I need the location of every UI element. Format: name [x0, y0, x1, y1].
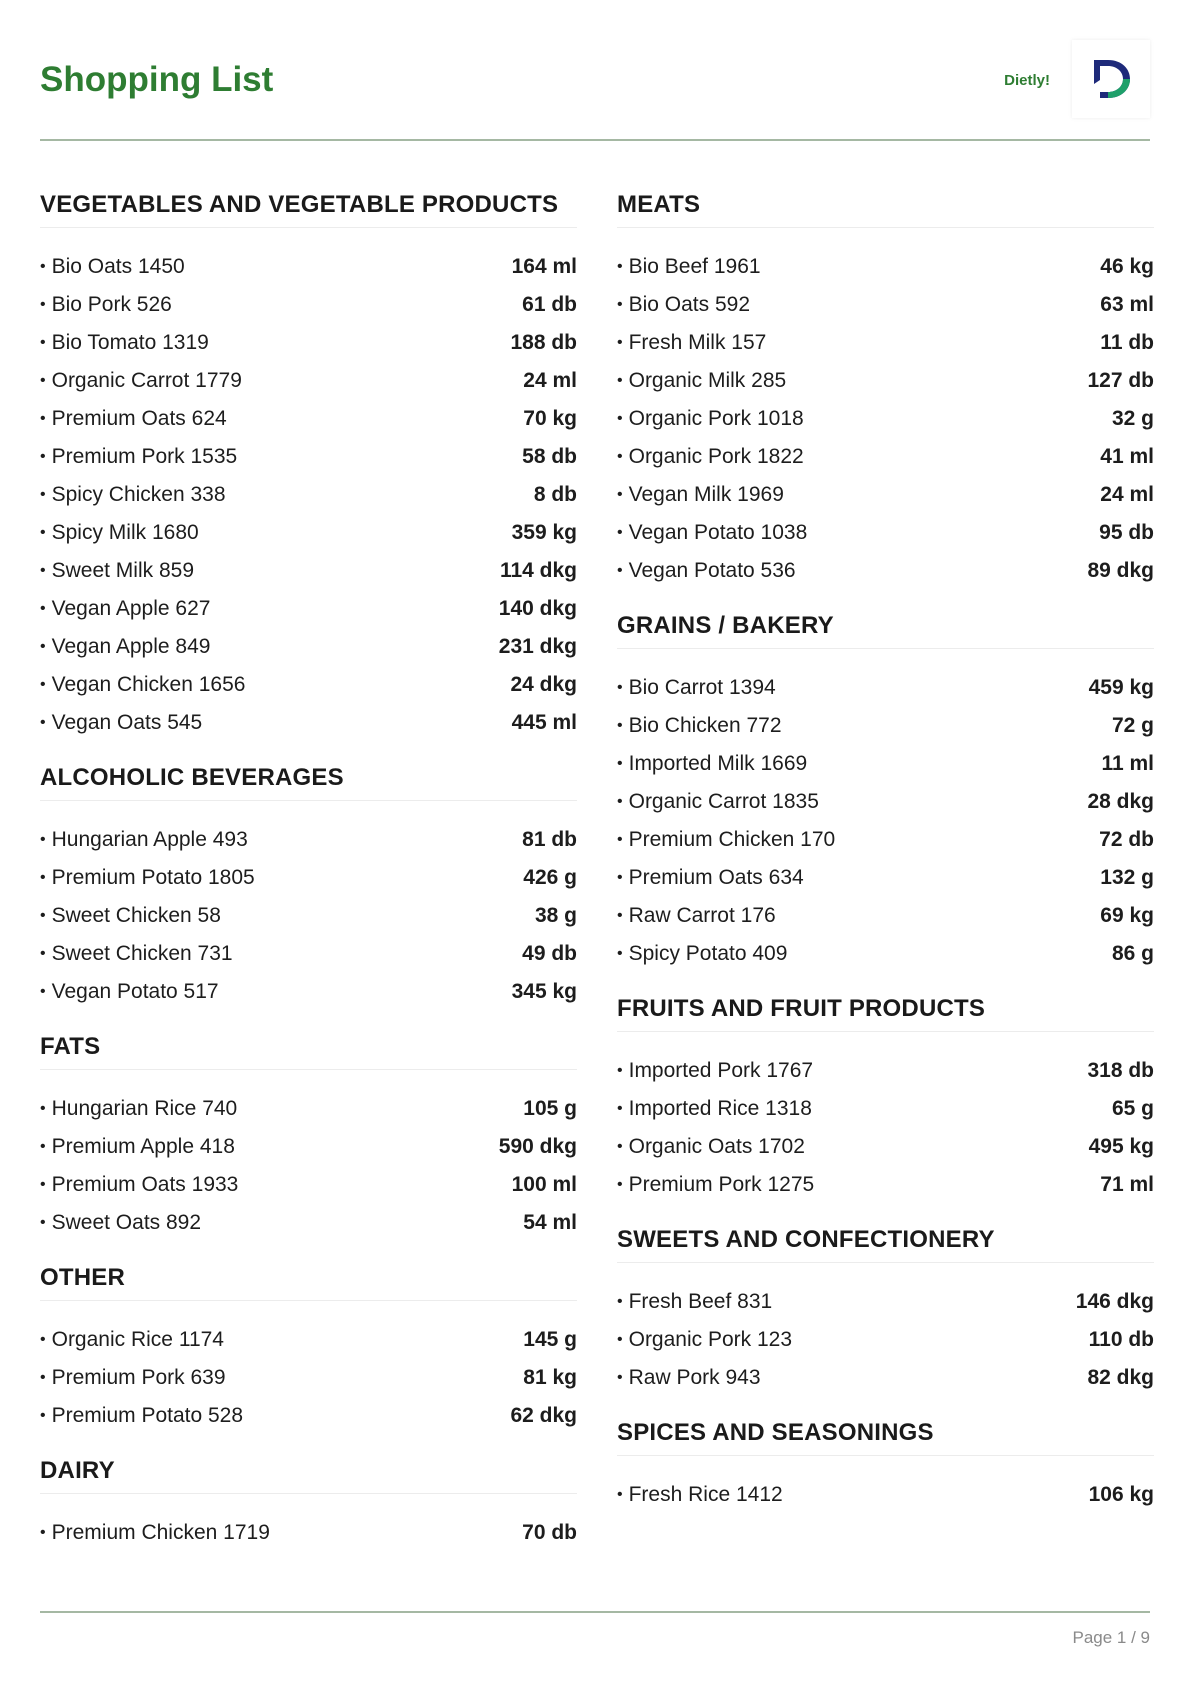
category-section — [617, 987, 1154, 1204]
list-item — [40, 821, 577, 859]
item-name: • Organic Oats 1702 — [617, 1128, 805, 1166]
item-name: • Raw Pork 943 — [617, 1359, 761, 1397]
brand-name: Dietly! — [1004, 72, 1050, 89]
item-name: • Premium Chicken 1719 — [40, 1514, 270, 1552]
list-item — [617, 1476, 1154, 1514]
item-quantity: 445 ml — [511, 711, 577, 734]
item-name: • Bio Beef 1961 — [617, 248, 761, 286]
page-header — [40, 40, 1150, 140]
item-name: • Premium Apple 418 — [40, 1128, 235, 1166]
category-section — [617, 1218, 1154, 1397]
item-name: • Organic Milk 285 — [617, 362, 786, 400]
item-quantity: 110 db — [1088, 1328, 1154, 1351]
item-quantity: 105 g — [523, 1097, 577, 1120]
item-quantity: 32 g — [1111, 407, 1154, 430]
list-item — [40, 897, 577, 935]
list-item — [40, 973, 577, 1011]
list-item — [617, 1128, 1154, 1166]
list-item — [617, 476, 1154, 514]
list-item — [40, 1090, 577, 1128]
item-name: • Vegan Apple 627 — [40, 590, 210, 628]
list-item — [40, 362, 577, 400]
item-quantity: 49 db — [522, 942, 577, 965]
item-name: • Premium Pork 639 — [40, 1359, 226, 1397]
item-quantity: 188 db — [510, 331, 577, 354]
category-title: MEATS — [617, 183, 1154, 228]
left-column — [40, 183, 577, 1552]
list-item — [617, 821, 1154, 859]
category-title: FATS — [40, 1025, 577, 1070]
item-quantity: 65 g — [1111, 1097, 1154, 1120]
item-quantity: 61 db — [522, 293, 577, 316]
list-item — [40, 438, 577, 476]
list-item — [40, 1321, 577, 1359]
category-title: OTHER — [40, 1256, 577, 1301]
category-title: GRAINS / BAKERY — [617, 604, 1154, 649]
list-item — [40, 286, 577, 324]
item-name: • Sweet Oats 892 — [40, 1204, 201, 1242]
list-item — [40, 1359, 577, 1397]
category-title: SPICES AND SEASONINGS — [617, 1411, 1154, 1456]
list-item — [40, 324, 577, 362]
item-quantity: 69 kg — [1100, 904, 1154, 927]
item-name: • Vegan Potato 517 — [40, 973, 219, 1011]
item-name: • Fresh Rice 1412 — [617, 1476, 783, 1514]
item-name: • Spicy Potato 409 — [617, 935, 787, 973]
item-quantity: 140 dkg — [498, 597, 577, 620]
item-quantity: 132 g — [1100, 866, 1154, 889]
item-name: • Imported Rice 1318 — [617, 1090, 812, 1128]
list-item — [617, 707, 1154, 745]
item-quantity: 11 ml — [1101, 752, 1154, 775]
item-quantity: 58 db — [522, 445, 577, 468]
category-section — [617, 183, 1154, 590]
item-name: • Bio Tomato 1319 — [40, 324, 209, 362]
item-quantity: 86 g — [1111, 942, 1154, 965]
item-name: • Premium Oats 634 — [617, 859, 804, 897]
item-name: • Spicy Milk 1680 — [40, 514, 199, 552]
item-name: • Vegan Oats 545 — [40, 704, 202, 742]
list-item — [40, 1397, 577, 1435]
list-item — [617, 745, 1154, 783]
list-item — [617, 859, 1154, 897]
item-name: • Bio Oats 1450 — [40, 248, 185, 286]
item-quantity: 72 db — [1099, 828, 1154, 851]
item-name: • Vegan Milk 1969 — [617, 476, 784, 514]
category-section — [40, 756, 577, 1011]
list-item — [617, 324, 1154, 362]
item-name: • Premium Potato 1805 — [40, 859, 255, 897]
item-quantity: 127 db — [1087, 369, 1154, 392]
item-quantity: 106 kg — [1088, 1483, 1154, 1506]
item-quantity: 426 g — [523, 866, 577, 889]
category-section — [40, 1449, 577, 1552]
list-item — [40, 400, 577, 438]
item-quantity: 345 kg — [511, 980, 577, 1003]
item-quantity: 146 dkg — [1075, 1290, 1154, 1313]
list-item — [617, 362, 1154, 400]
list-item — [617, 1359, 1154, 1397]
item-quantity: 72 g — [1111, 714, 1154, 737]
item-name: • Bio Carrot 1394 — [617, 669, 776, 707]
item-name: • Premium Potato 528 — [40, 1397, 243, 1435]
item-name: • Premium Oats 624 — [40, 400, 227, 438]
item-name: • Imported Pork 1767 — [617, 1052, 813, 1090]
item-quantity: 89 dkg — [1087, 559, 1154, 582]
item-quantity: 24 ml — [523, 369, 577, 392]
category-section — [617, 604, 1154, 973]
list-item — [40, 628, 577, 666]
item-quantity: 38 g — [534, 904, 577, 927]
item-name: • Premium Chicken 170 — [617, 821, 835, 859]
item-name: • Raw Carrot 176 — [617, 897, 776, 935]
item-name: • Organic Pork 1018 — [617, 400, 804, 438]
list-item — [617, 514, 1154, 552]
category-section — [40, 1025, 577, 1242]
item-name: • Vegan Potato 1038 — [617, 514, 807, 552]
list-item — [617, 1283, 1154, 1321]
item-quantity: 54 ml — [523, 1211, 577, 1234]
category-title: SWEETS AND CONFECTIONERY — [617, 1218, 1154, 1263]
category-section — [617, 1411, 1154, 1514]
item-name: • Vegan Chicken 1656 — [40, 666, 245, 704]
item-quantity: 81 kg — [523, 1366, 577, 1389]
item-quantity: 100 ml — [511, 1173, 577, 1196]
list-item — [40, 1514, 577, 1552]
item-name: • Bio Chicken 772 — [617, 707, 782, 745]
item-name: • Fresh Milk 157 — [617, 324, 766, 362]
category-title: VEGETABLES AND VEGETABLE PRODUCTS — [40, 183, 577, 228]
list-item — [617, 286, 1154, 324]
page-title: Shopping List — [40, 60, 274, 99]
item-quantity: 231 dkg — [498, 635, 577, 658]
list-item — [40, 666, 577, 704]
category-title: FRUITS AND FRUIT PRODUCTS — [617, 987, 1154, 1032]
item-name: • Organic Carrot 1779 — [40, 362, 242, 400]
right-column — [617, 183, 1154, 1514]
list-item — [617, 248, 1154, 286]
list-item — [40, 476, 577, 514]
item-name: • Bio Oats 592 — [617, 286, 750, 324]
item-quantity: 70 db — [522, 1521, 577, 1544]
item-name: • Imported Milk 1669 — [617, 745, 807, 783]
item-quantity: 590 dkg — [498, 1135, 577, 1158]
item-quantity: 114 dkg — [499, 559, 577, 582]
item-quantity: 95 db — [1099, 521, 1154, 544]
item-name: • Sweet Chicken 58 — [40, 897, 221, 935]
item-name: • Bio Pork 526 — [40, 286, 172, 324]
list-item — [617, 552, 1154, 590]
item-name: • Organic Pork 1822 — [617, 438, 804, 476]
list-item — [40, 935, 577, 973]
list-item — [617, 1166, 1154, 1204]
list-item — [617, 1052, 1154, 1090]
category-title: DAIRY — [40, 1449, 577, 1494]
category-section — [40, 183, 577, 742]
list-item — [40, 1166, 577, 1204]
item-quantity: 46 kg — [1100, 255, 1154, 278]
item-quantity: 28 dkg — [1087, 790, 1154, 813]
list-item — [40, 552, 577, 590]
item-quantity: 459 kg — [1088, 676, 1154, 699]
list-item — [40, 1204, 577, 1242]
list-item — [40, 514, 577, 552]
header-divider — [40, 139, 1150, 141]
list-item — [617, 669, 1154, 707]
item-quantity: 41 ml — [1100, 445, 1154, 468]
list-item — [617, 783, 1154, 821]
item-name: • Fresh Beef 831 — [617, 1283, 772, 1321]
item-name: • Hungarian Rice 740 — [40, 1090, 237, 1128]
item-name: • Sweet Chicken 731 — [40, 935, 233, 973]
list-item — [617, 935, 1154, 973]
item-name: • Premium Pork 1535 — [40, 438, 237, 476]
item-quantity: 495 kg — [1088, 1135, 1154, 1158]
item-quantity: 82 dkg — [1087, 1366, 1154, 1389]
category-section — [40, 1256, 577, 1435]
list-item — [617, 1090, 1154, 1128]
list-item — [617, 400, 1154, 438]
item-name: • Sweet Milk 859 — [40, 552, 194, 590]
list-item — [617, 897, 1154, 935]
item-quantity: 318 db — [1087, 1059, 1154, 1082]
list-item — [40, 590, 577, 628]
item-name: • Organic Pork 123 — [617, 1321, 792, 1359]
item-name: • Hungarian Apple 493 — [40, 821, 248, 859]
item-quantity: 63 ml — [1100, 293, 1154, 316]
list-item — [617, 1321, 1154, 1359]
list-item — [617, 438, 1154, 476]
list-item — [40, 1128, 577, 1166]
list-item — [40, 859, 577, 897]
item-quantity: 62 dkg — [510, 1404, 577, 1427]
footer-divider — [40, 1611, 1150, 1613]
list-item — [40, 248, 577, 286]
item-name: • Spicy Chicken 338 — [40, 476, 226, 514]
item-quantity: 24 ml — [1100, 483, 1154, 506]
item-name: • Organic Carrot 1835 — [617, 783, 819, 821]
item-name: • Premium Oats 1933 — [40, 1166, 238, 1204]
category-title: ALCOHOLIC BEVERAGES — [40, 756, 577, 801]
list-item — [40, 704, 577, 742]
item-quantity: 164 ml — [511, 255, 577, 278]
item-quantity: 145 g — [523, 1328, 577, 1351]
item-quantity: 11 db — [1100, 331, 1154, 354]
dietly-logo-icon — [1072, 40, 1150, 118]
item-name: • Organic Rice 1174 — [40, 1321, 224, 1359]
item-name: • Vegan Apple 849 — [40, 628, 210, 666]
page-number: Page 1 / 9 — [1072, 1628, 1150, 1647]
item-quantity: 8 db — [533, 483, 577, 506]
item-quantity: 70 kg — [523, 407, 577, 430]
item-quantity: 81 db — [522, 828, 577, 851]
item-quantity: 71 ml — [1100, 1173, 1154, 1196]
item-name: • Vegan Potato 536 — [617, 552, 796, 590]
item-name: • Premium Pork 1275 — [617, 1166, 814, 1204]
item-quantity: 24 dkg — [510, 673, 577, 696]
item-quantity: 359 kg — [511, 521, 577, 544]
